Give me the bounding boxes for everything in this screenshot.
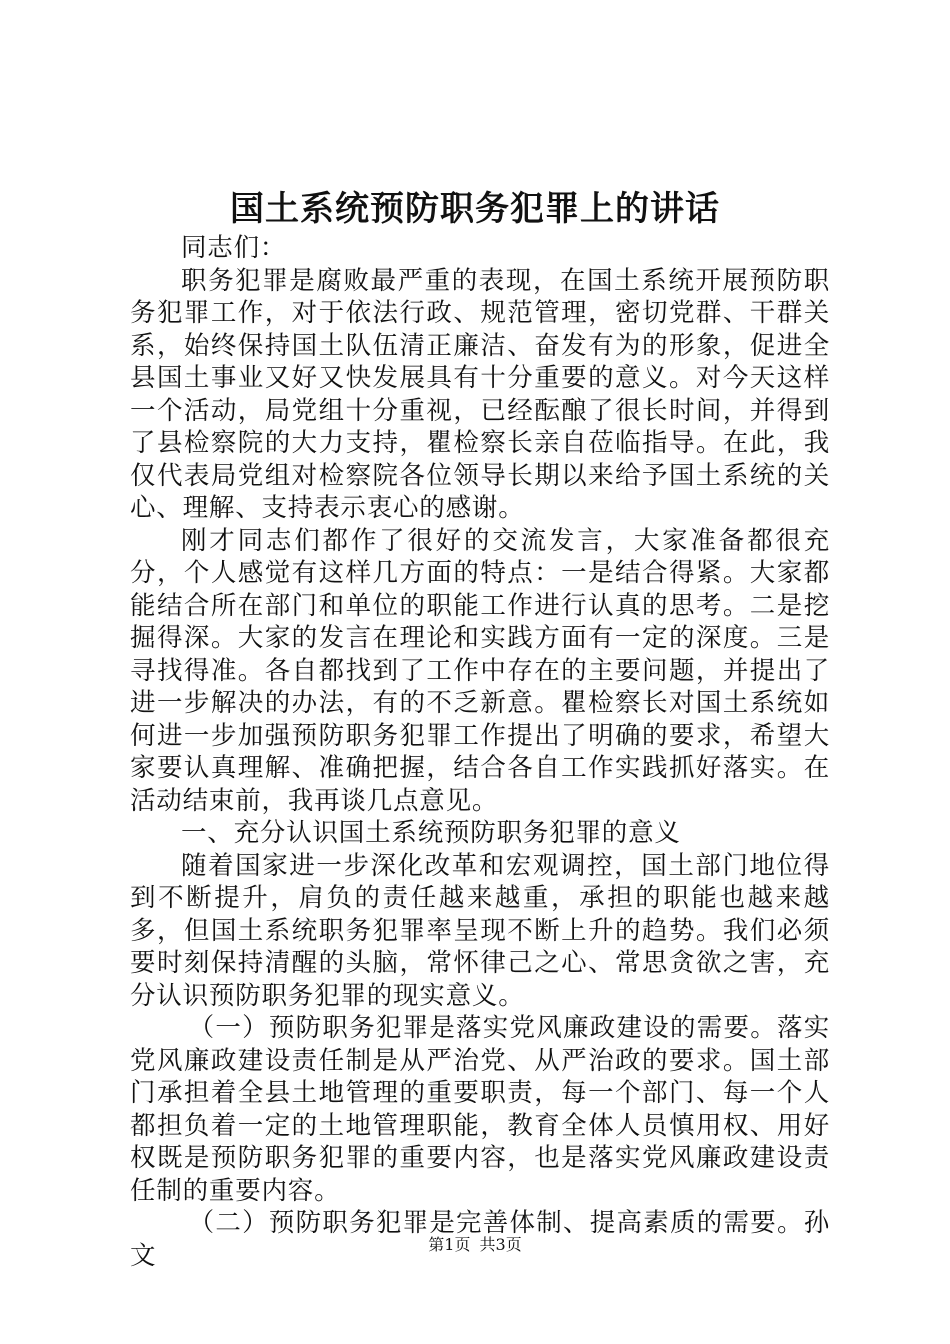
- page-number: 第1页: [428, 1235, 471, 1254]
- numbered-paragraph: （一）预防职务犯罪是落实党风廉政建设的需要。落实党风廉政建设责任制是从严治党、从严治政的要求。国土部门承担着全县土地管理的重要职责，每一个部门、每一个人都担负着一定的土地管理职能，教育全体人员慎用权、用好权既是预防职务犯罪的重要内容，也是落实党风廉政建设责任制的重要内容。: [130, 1013, 830, 1206]
- paragraph: 职务犯罪是腐败最严重的表现，在国土系统开展预防职务犯罪工作，对于依法行政、规范管理，密切党群、干群关系，始终保持国土队伍清正廉洁、奋发有为的形象，促进全县国土事业又好又快发展具有十分重要的意义。对今天这样一个活动，局党组十分重视，已经酝酿了很长时间，并得到了县检察院的大力支持，瞿检察长亲自莅临指导。在此，我仅代表局党组对检察院各位领导长期以来给予国土系统的关心、理解、支持表示衷心的感谢。: [130, 265, 830, 523]
- paragraph: 刚才同志们都作了很好的交流发言，大家准备都很充分，个人感觉有这样几方面的特点：一是结合得紧。大家都能结合所在部门和单位的职能工作进行认真的思考。二是挖掘得深。大家的发言在理论和实践方面有一定的深度。三是寻找得准。各自都找到了工作中存在的主要问题，并提出了进一步解决的办法，有的不乏新意。瞿检察长对国土系统如何进一步加强预防职务犯罪工作提出了明确的要求，希望大家要认真理解、准确把握，结合各自工作实践抓好落实。在活动结束前，我再谈几点意见。: [130, 525, 830, 816]
- page-total: 共3页: [479, 1235, 522, 1254]
- document-title: 国土系统预防职务犯罪上的讲话: [230, 189, 720, 229]
- salutation: 同志们：: [181, 233, 287, 263]
- page-footer: [0, 1233, 950, 1257]
- document-body: [130, 232, 830, 1272]
- section-heading: 一、充分认识国土系统预防职务犯罪的意义: [181, 818, 681, 848]
- paragraph: 随着国家进一步深化改革和宏观调控，国土部门地位得到不断提升，肩负的责任越来越重，承担的职能也越来越多，但国土系统职务犯罪率呈现不断上升的趋势。我们必须要时刻保持清醒的头脑，常怀律己之心、常思贪欲之害，充分认识预防职务犯罪的现实意义。: [130, 850, 830, 1011]
- numbered-paragraph: （二）预防职务犯罪是完善体制、提高素质的需要。孙文: [130, 1208, 830, 1271]
